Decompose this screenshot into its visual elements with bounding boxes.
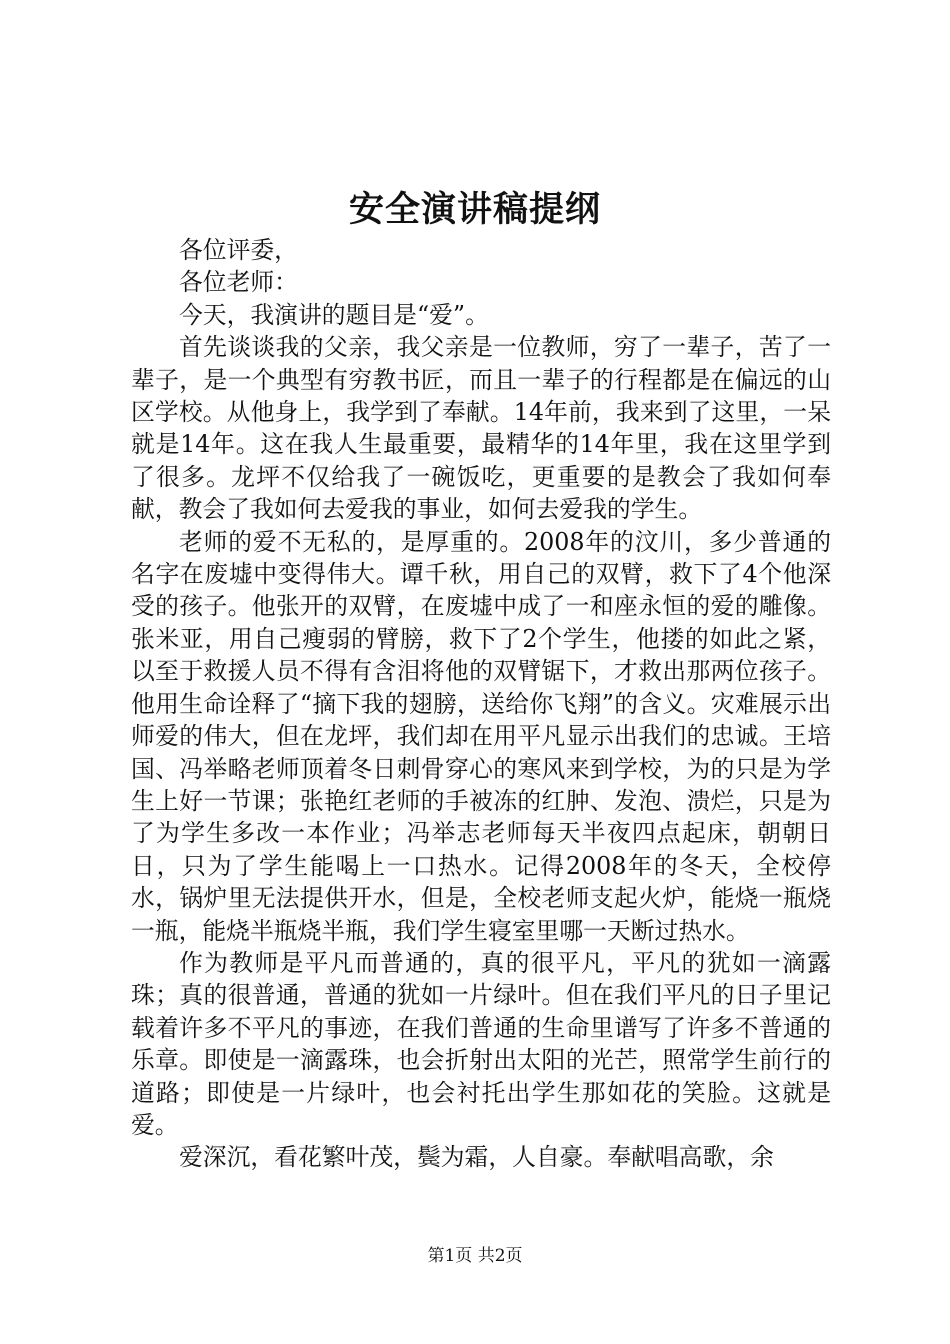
document-body [131, 234, 831, 1174]
speech-topic-paragraph: 今天，我演讲的题目是“爱”。 [179, 300, 489, 329]
salutation-judges: 各位评委， [179, 236, 298, 264]
body-paragraph: 爱深沉，看花繁叶茂，鬓为霜，人自豪。奉献唱高歌，余 [179, 1143, 774, 1172]
body-paragraph: 首先谈谈我的父亲，我父亲是一位教师，穷了一辈子，苦了一辈子，是一个典型有穷教书匠，而且一辈子的行程都是在偏远的山区学校。从他身上，我学到了奉献。14年前，我来到了这里，一呆就是14年。这在我人生最重要，最精华的14年里，我在这里学到了很多。龙坪不仅给我了一碗饭吃，更重要的是教会了我如何奉献，教会了我如何去爱我的事业，如何去爱我的学生。 [131, 333, 831, 524]
body-paragraph: 作为教师是平凡而普通的，真的很平凡，平凡的犹如一滴露珠；真的很普通，普通的犹如一片绿叶。但在我们平凡的日子里记载着许多不平凡的事迹，在我们普通的生命里谱写了许多不普通的乐章。即使是一滴露珠，也会折射出太阳的光芒，照常学生前行的道路；即使是一片绿叶，也会衬托出学生那如花的笑脸。这就是爱。 [131, 948, 831, 1139]
document-title: 安全演讲稿提纲 [348, 189, 601, 230]
body-paragraph: 老师的爱不无私的，是厚重的。2008年的汶川，多少普通的名字在废墟中变得伟大。谭千秋，用自己的双臂，救下了4个他深受的孩子。他张开的双臂，在废墟中成了一和座永恒的爱的雕像。张米亚，用自己瘦弱的臂膀，救下了2个学生，他搂的如此之紧，以至于救援人员不得有含泪将他的双臂锯下，才救出那两位孩子。他用生命诠释了“摘下我的翅膀，送给你飞翔”的含义。灾难展示出师爱的伟大，但在龙坪，我们却在用平凡显示出我们的忠诚。王培国、冯举略老师顶着冬日刺骨穿心的寒风来到学校，为的只是为学生上好一节课；张艳红老师的手被冻的红肿、发泡、溃烂，只是为了为学生多改一本作业；冯举志老师每天半夜四点起床，朝朝日日，只为了学生能喝上一口热水。记得2008年的冬天，全校停水，锅炉里无法提供开水，但是，全校老师支起火炉，能烧一瓶烧一瓶，能烧半瓶烧半瓶，我们学生寝室里哪一天断过热水。 [131, 527, 831, 945]
page-number-footer: 第1页 共2页 [427, 1246, 523, 1266]
salutation-teachers: 各位老师： [179, 268, 298, 297]
